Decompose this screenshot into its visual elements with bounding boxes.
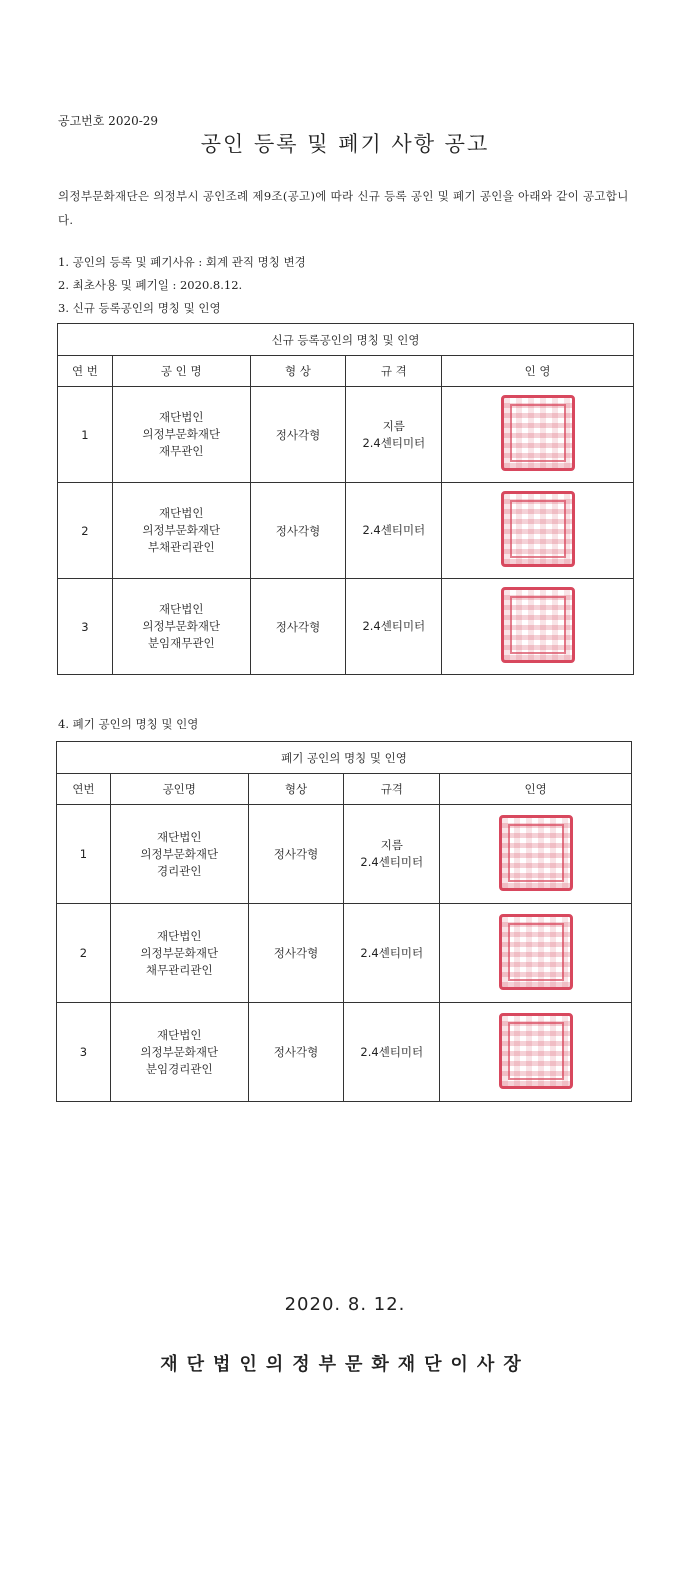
table-row bbox=[58, 579, 634, 675]
page-title: 공인 등록 및 폐기 사항 공고 bbox=[200, 132, 490, 156]
seal-name: 재단법인 의정부문화재단 채무관리관인 bbox=[110, 904, 248, 1003]
notice-date: 2020. 8. 12. bbox=[284, 1294, 406, 1315]
table-row bbox=[57, 805, 632, 904]
seal-spec: 지름 2.4센티미터 bbox=[344, 805, 440, 904]
intro-paragraph: 의정부문화재단은 의정부시 공인조례 제9조(공고)에 따라 신규 등록 공인 및 폐기 공인을 아래와 같이 공고합니다. bbox=[58, 189, 629, 227]
table-row bbox=[57, 1003, 632, 1102]
header-spec: 규격 bbox=[344, 774, 440, 805]
new-seal-table bbox=[57, 323, 634, 675]
seal-shape: 정사각형 bbox=[248, 1003, 344, 1102]
seal-spec: 2.4센티미터 bbox=[346, 579, 442, 675]
row-no: 3 bbox=[57, 1003, 111, 1102]
table-row bbox=[57, 904, 632, 1003]
seal-spec: 2.4센티미터 bbox=[344, 1003, 440, 1102]
seal-shape: 정사각형 bbox=[248, 904, 344, 1003]
seal-spec: 지름 2.4센티미터 bbox=[346, 387, 442, 483]
header-shape: 형상 bbox=[248, 774, 344, 805]
seal-name: 재단법인 의정부문화재단 부채관리관인 bbox=[112, 483, 250, 579]
table-row bbox=[58, 387, 634, 483]
seal-shape: 정사각형 bbox=[250, 579, 346, 675]
header-shape: 형 상 bbox=[250, 356, 346, 387]
row-no: 1 bbox=[57, 805, 111, 904]
seal-spec: 2.4센티미터 bbox=[344, 904, 440, 1003]
row-no: 3 bbox=[58, 579, 113, 675]
disposed-seal-table bbox=[56, 741, 632, 1102]
table-row bbox=[58, 483, 634, 579]
seal-shape: 정사각형 bbox=[250, 483, 346, 579]
row-no: 1 bbox=[58, 387, 113, 483]
header-name: 공인명 bbox=[110, 774, 248, 805]
item-1: 1. 공인의 등록 및 폐기사유 : 회계 관직 명칭 변경 bbox=[58, 255, 306, 269]
item-4: 4. 폐기 공인의 명칭 및 인영 bbox=[58, 717, 199, 731]
seal-impression-icon bbox=[501, 587, 575, 663]
new-table-caption: 신규 등록공인의 명칭 및 인영 bbox=[58, 324, 634, 356]
seal-impression-icon bbox=[499, 815, 573, 891]
seal-impression-icon bbox=[499, 1013, 573, 1089]
disposed-table-caption: 폐기 공인의 명칭 및 인영 bbox=[57, 742, 632, 774]
header-name: 공 인 명 bbox=[112, 356, 250, 387]
seal-impression-icon bbox=[501, 491, 575, 567]
seal-name: 재단법인 의정부문화재단 경리관인 bbox=[110, 805, 248, 904]
seal-impression-icon bbox=[499, 914, 573, 990]
row-no: 2 bbox=[58, 483, 113, 579]
header-spec: 규 격 bbox=[346, 356, 442, 387]
seal-shape: 정사각형 bbox=[248, 805, 344, 904]
notice-number: 공고번호 2020-29 bbox=[58, 114, 159, 128]
signer-name: 재단법인의정부문화재단이사장 bbox=[160, 1354, 530, 1375]
item-2: 2. 최초사용 및 폐기일 : 2020.8.12. bbox=[58, 278, 243, 292]
item-3: 3. 신규 등록공인의 명칭 및 인영 bbox=[58, 301, 221, 315]
seal-shape: 정사각형 bbox=[250, 387, 346, 483]
header-no: 연번 bbox=[57, 774, 111, 805]
seal-name: 재단법인 의정부문화재단 분임재무관인 bbox=[112, 579, 250, 675]
seal-name: 재단법인 의정부문화재단 분임경리관인 bbox=[110, 1003, 248, 1102]
seal-name: 재단법인 의정부문화재단 재무관인 bbox=[112, 387, 250, 483]
row-no: 2 bbox=[57, 904, 111, 1003]
seal-impression-icon bbox=[501, 395, 575, 471]
header-seal: 인영 bbox=[440, 774, 632, 805]
header-no: 연 번 bbox=[58, 356, 113, 387]
seal-spec: 2.4센티미터 bbox=[346, 483, 442, 579]
header-seal: 인 영 bbox=[442, 356, 634, 387]
